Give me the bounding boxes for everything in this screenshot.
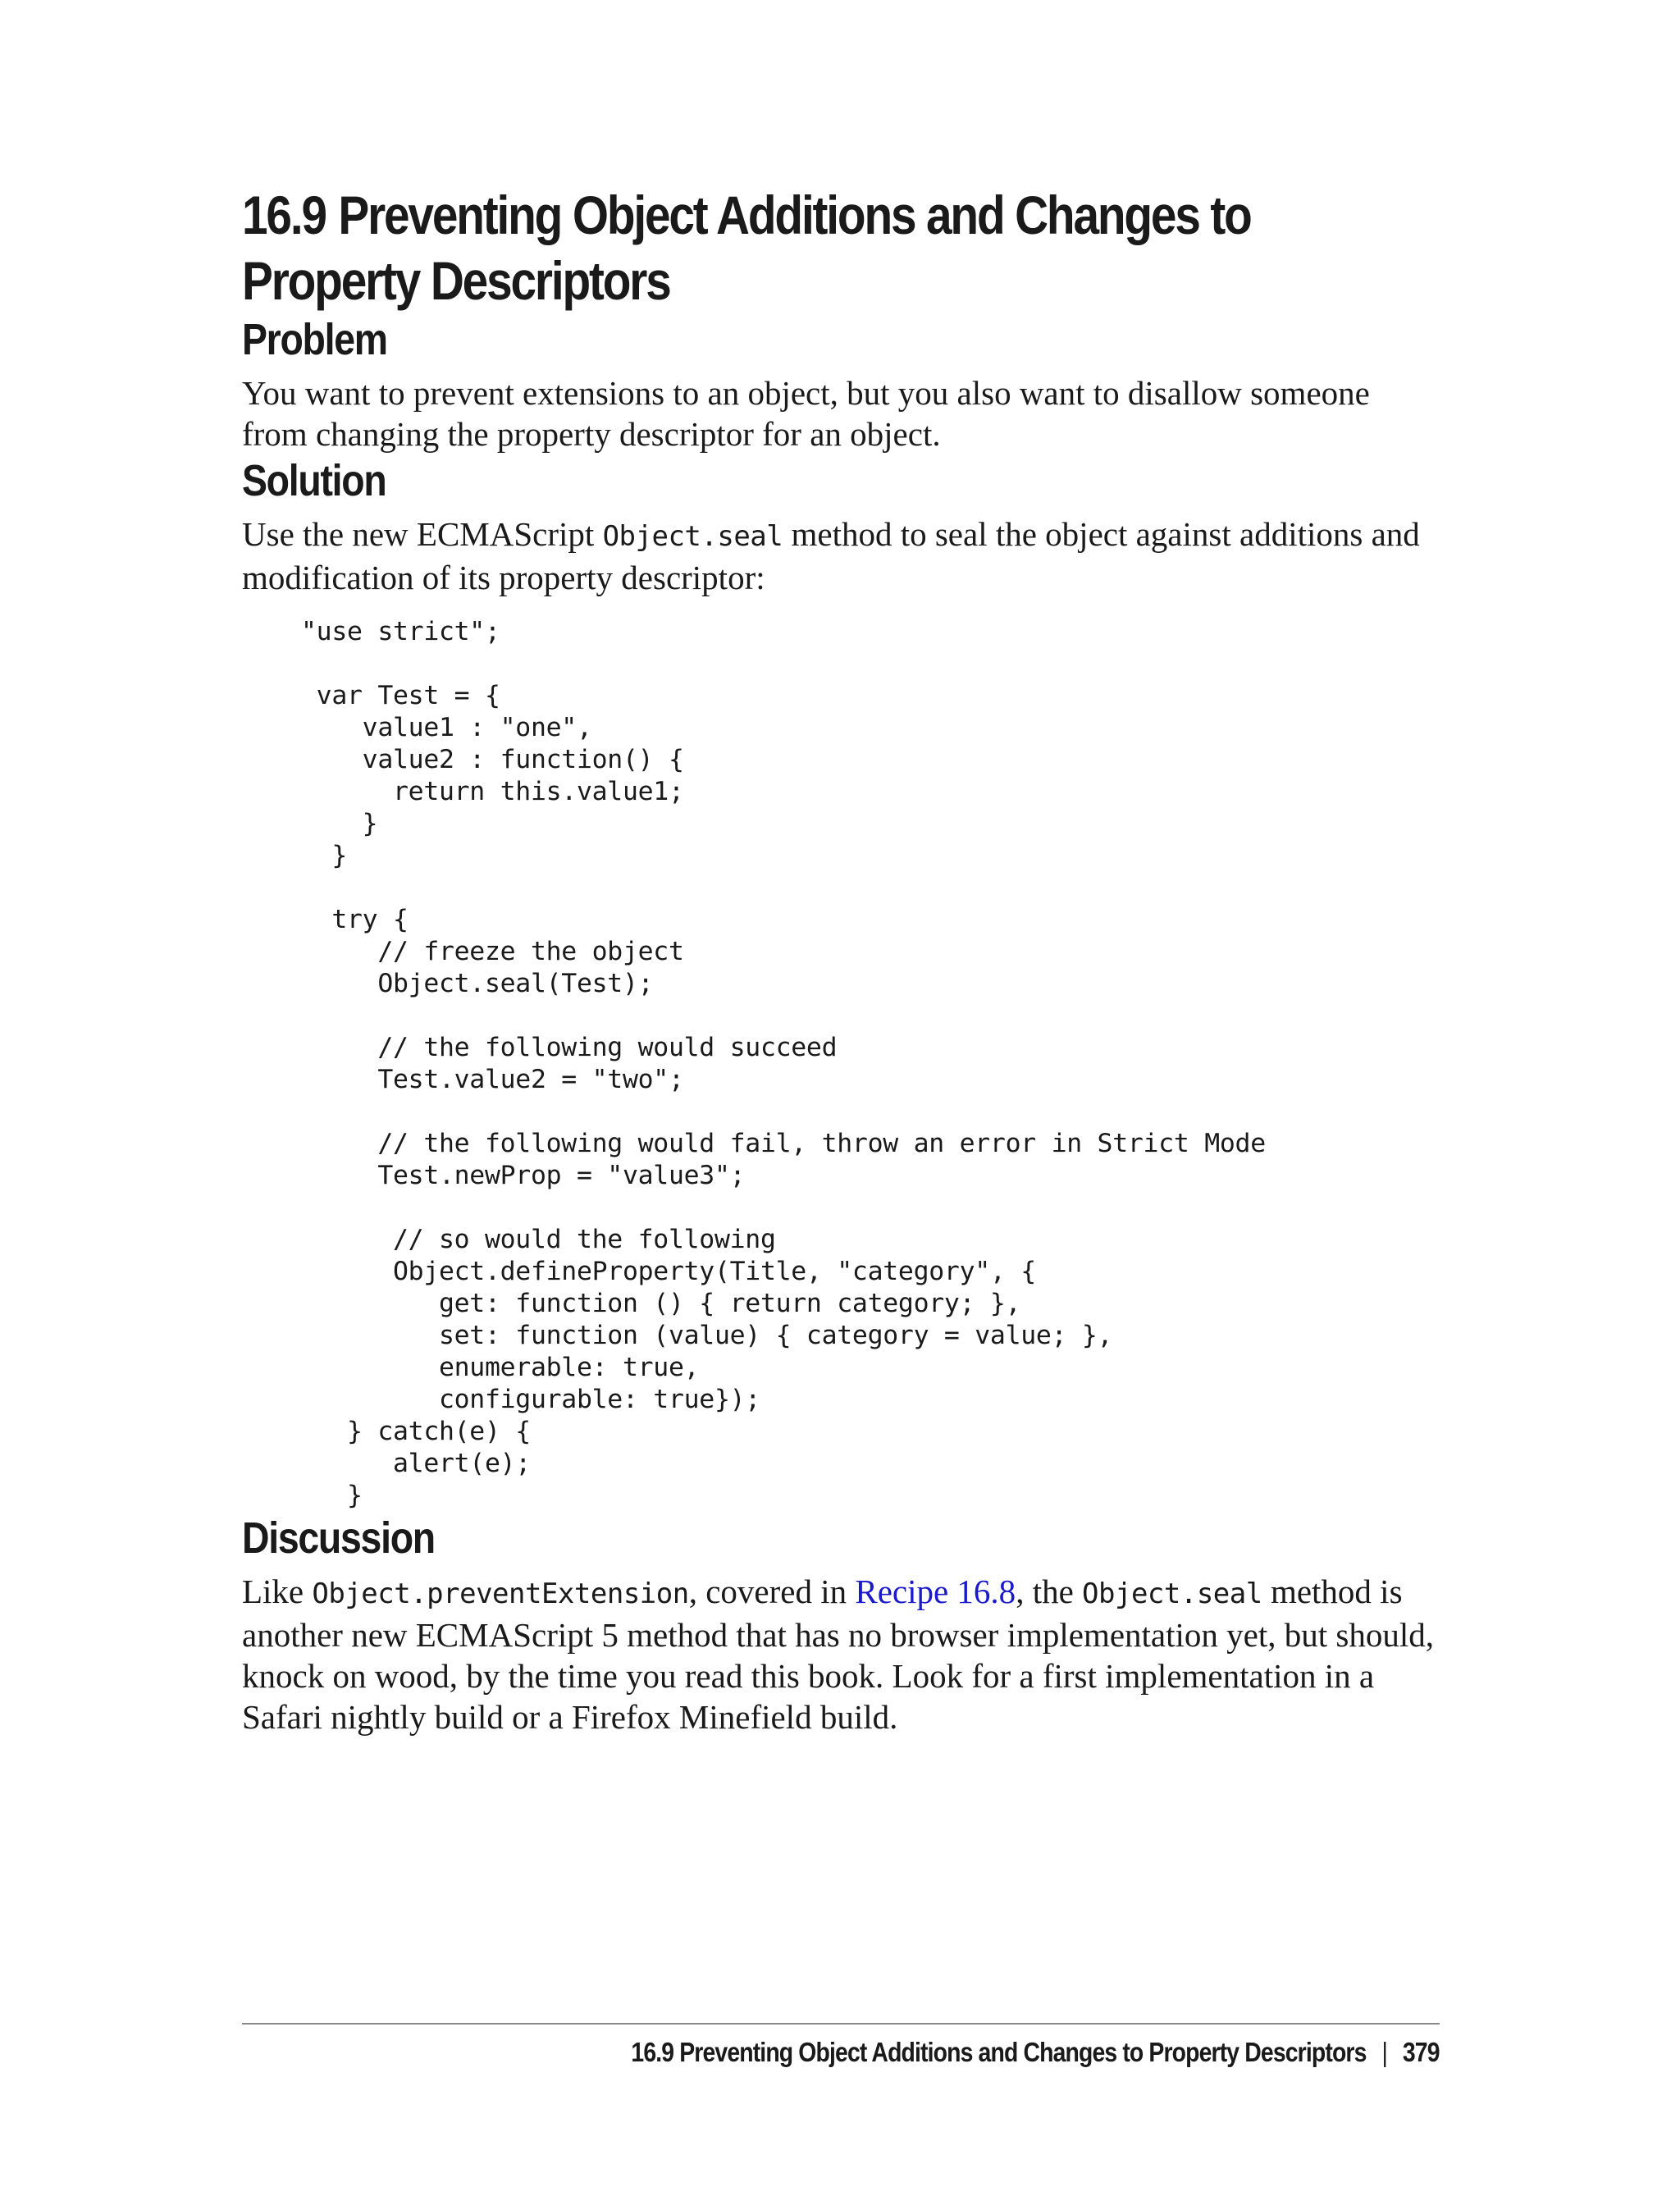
discussion-code-1: Object.preventExtension	[312, 1577, 689, 1610]
solution-code-term: Object.seal	[602, 520, 783, 553]
solution-text-before: Use the new ECMAScript	[242, 515, 603, 553]
page-footer	[632, 2036, 1440, 2069]
page-number: 379	[1403, 2037, 1440, 2067]
footer-divider	[242, 2023, 1440, 2025]
problem-paragraph: You want to prevent extensions to an object, but you also want to disallow someone from changing the property descriptor for an object.	[242, 374, 1370, 453]
footer-separator: |	[1381, 2037, 1388, 2067]
discussion-heading: Discussion	[242, 1513, 435, 1563]
discussion-text-2: , covered in	[688, 1573, 856, 1610]
code-block: "use strict"; var Test = { value1 : "one", value2 : function() { return this.value1; } } try { // freeze the object Object.seal(Test); // the following would succeed Test.value2 = "two"; // the following would fail, throw an error in Strict Mode Test.newProp = "value3"; // so would the following Object.defineProperty(Title, "category", { get: function () { return category; }, set: function (value) { category = value; }, enumerable: true, configurable: true}); } catch(e) { alert(e); }	[301, 617, 1266, 1510]
solution-paragraph	[242, 514, 1440, 598]
discussion-paragraph	[242, 1571, 1440, 1737]
section-number: 16.9	[242, 185, 326, 245]
page-content	[242, 182, 1440, 1737]
discussion-text-1: Like	[242, 1573, 313, 1610]
discussion-text-3: , the	[1016, 1573, 1083, 1610]
section-title-text: Preventing Object Additions and Changes to Property Descriptors	[242, 185, 1251, 311]
discussion-text-4: method is another new ECMAScript 5 method that has no browser implementation yet, but should, knock on wood, by the time you read this book. Look for a first implementation in a Safari nightly build or a Firefox Minefield build.	[242, 1573, 1434, 1736]
solution-heading: Solution	[242, 456, 386, 505]
section-title	[242, 182, 1436, 313]
recipe-link[interactable]: Recipe 16.8	[855, 1573, 1016, 1610]
running-head: 16.9 Preventing Object Additions and Changes to Property Descriptors	[631, 2037, 1367, 2067]
problem-heading: Problem	[242, 315, 387, 364]
discussion-code-2: Object.seal	[1082, 1577, 1262, 1610]
solution-text-after: method to seal the object against additions and modification of its property descriptor:	[242, 515, 1420, 596]
